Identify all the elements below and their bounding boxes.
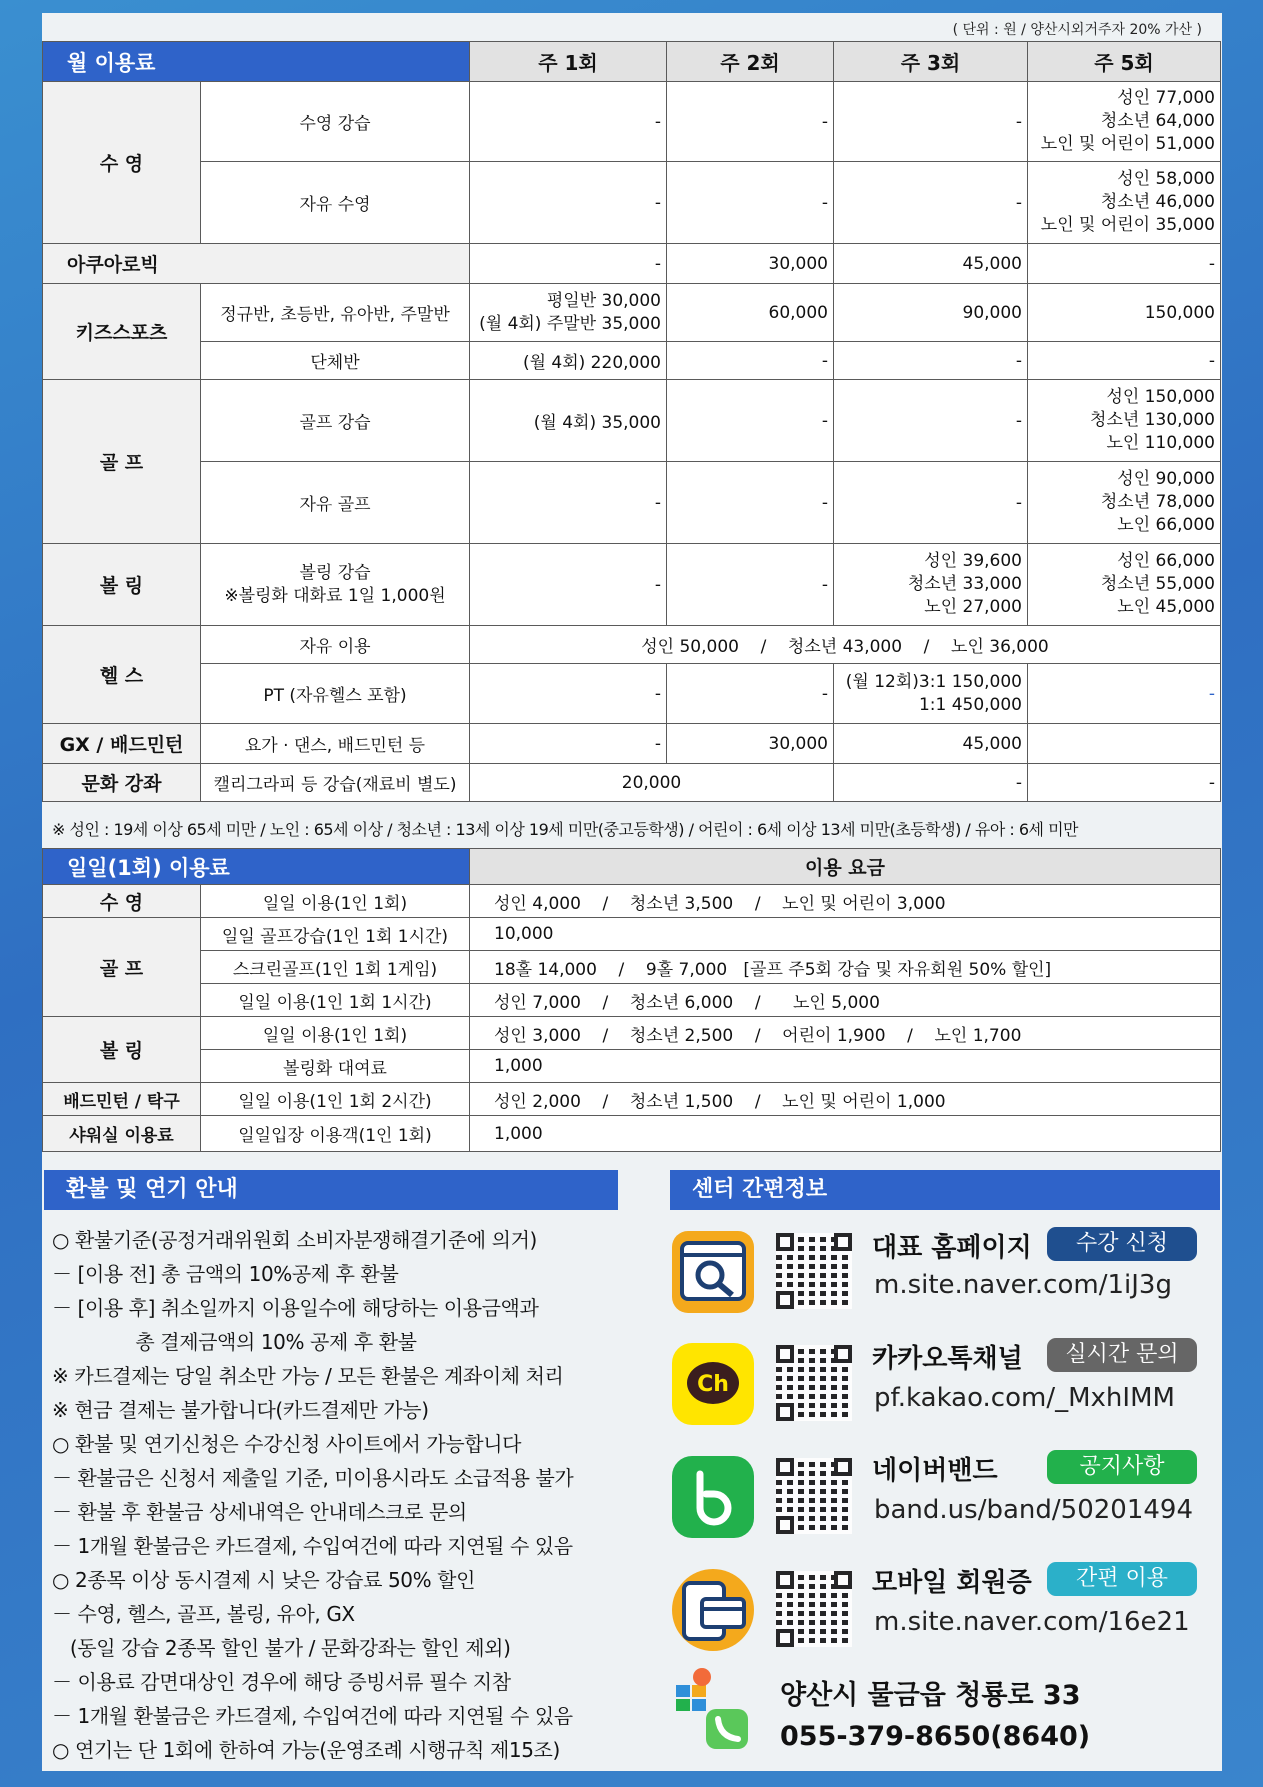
refund-line: ※ 현금 결제는 불가합니다(카드결제만 가능) (52, 1398, 429, 1422)
refund-line: － 환불 후 환불금 상세내역은 안내데스크로 문의 (52, 1500, 467, 1524)
cat-golf: 골 프 (43, 380, 201, 544)
qr-code-icon[interactable] (776, 1233, 852, 1309)
notice-badge[interactable]: 공지사항 (1047, 1450, 1197, 1484)
cell: 45,000 (834, 724, 1028, 764)
daily-price: 성인 7,000 / 청소년 6,000 / 노인 5,000 (470, 984, 1221, 1017)
daily-header: 일일(1회) 이용료 (43, 849, 470, 885)
col-week5: 주 5회 (1028, 42, 1221, 82)
daily-cat: 수 영 (43, 885, 201, 918)
cell-multi: (월 12회)3:1 150,000 1:1 450,000 (834, 664, 1028, 724)
homepage-title: 대표 홈페이지 (872, 1233, 1032, 1263)
cell-multi: 성인 77,000 청소년 64,000 노인 및 어린이 51,000 (1028, 82, 1221, 162)
refund-line: ○ 연기는 단 1회에 한하여 가능(운영조례 시행규칙 제15조) (52, 1738, 560, 1762)
mobile-card-icon (672, 1569, 754, 1651)
refund-line: ○ 2종목 이상 동시결제 시 낮은 강습료 50% 할인 (52, 1568, 476, 1592)
daily-price: 성인 2,000 / 청소년 1,500 / 노인 및 어린이 1,000 (470, 1083, 1221, 1116)
daily-label: 일일 이용(1인 1회) (201, 1017, 470, 1050)
col-week3: 주 3회 (834, 42, 1028, 82)
daily-cat: 배드민턴 / 탁구 (43, 1083, 201, 1116)
golf-free-label: 자유 골프 (201, 462, 470, 544)
qr-code-icon[interactable] (776, 1458, 852, 1534)
daily-label: 일일 이용(1인 1회 2시간) (201, 1083, 470, 1116)
daily-price: 성인 3,000 / 청소년 2,500 / 어린이 1,900 / 노인 1,700 (470, 1017, 1221, 1050)
location-phone-icon (672, 1663, 752, 1753)
mobile-card-url[interactable]: m.site.naver.com/16e21 (874, 1607, 1190, 1637)
cat-bowling: 볼 링 (43, 544, 201, 626)
daily-label: 일일 이용(1인 1회) (201, 885, 470, 918)
cell: 20,000 (470, 764, 834, 802)
cell: - (834, 162, 1028, 244)
refund-line: － 이용료 감면대상인 경우에 해당 증빙서류 필수 지참 (52, 1670, 511, 1694)
cat-swim: 수 영 (43, 82, 201, 244)
cell-multi: 성인 150,000 청소년 130,000 노인 110,000 (1028, 380, 1221, 462)
bowling-label: 볼링 강습 ※볼링화 대화료 1일 1,000원 (201, 544, 470, 626)
cell: - (667, 162, 834, 244)
refund-line: 총 결제금액의 10% 공제 후 환불 (52, 1330, 417, 1354)
cell: - (1028, 764, 1221, 802)
daily-price: 성인 4,000 / 청소년 3,500 / 노인 및 어린이 3,000 (470, 885, 1221, 918)
refund-line: － 1개월 환불금은 카드결제, 수입여건에 따라 지연될 수 있음 (52, 1534, 573, 1558)
daily-cat: 샤워실 이용료 (43, 1116, 201, 1152)
cat-aquarobic: 아쿠아로빅 (43, 244, 470, 284)
golf-lesson-label: 골프 강습 (201, 380, 470, 462)
daily-cat: 볼 링 (43, 1017, 201, 1083)
cat-culture: 문화 강좌 (43, 764, 201, 802)
kakao-url[interactable]: pf.kakao.com/_MxhIMM (874, 1383, 1175, 1413)
mobile-card-title: 모바일 회원증 (872, 1568, 1032, 1598)
cell: - (834, 380, 1028, 462)
daily-price-header: 이용 요금 (470, 849, 1221, 885)
price-sheet (42, 13, 1222, 1771)
refund-line: ○ 환불기준(공정거래위원회 소비자분쟁해결기준에 의거) (52, 1228, 537, 1252)
cell: - (1028, 244, 1221, 284)
cell: - (1028, 342, 1221, 380)
daily-label: 일일 골프강습(1인 1회 1시간) (201, 918, 470, 951)
cell: 30,000 (667, 724, 834, 764)
cell: - (834, 342, 1028, 380)
refund-line: ○ 환불 및 연기신청은 수강신청 사이트에서 가능합니다 (52, 1432, 522, 1456)
kids-group-label: 단체반 (201, 342, 470, 380)
refund-line: － 1개월 환불금은 카드결제, 수입여건에 따라 지연될 수 있음 (52, 1704, 573, 1728)
cell: 45,000 (834, 244, 1028, 284)
cell: - (667, 544, 834, 626)
cell: 90,000 (834, 284, 1028, 342)
cell-multi: 성인 66,000 청소년 55,000 노인 45,000 (1028, 544, 1221, 626)
cell: - (667, 82, 834, 162)
cell: - (470, 544, 667, 626)
cat-health: 헬 스 (43, 626, 201, 724)
col-week1: 주 1회 (470, 42, 667, 82)
refund-line: ※ 카드결제는 당일 취소만 가능 / 모든 환불은 계좌이체 처리 (52, 1364, 564, 1388)
cell: - (667, 664, 834, 724)
refund-line: (동일 강습 2종목 할인 불가 / 문화강좌는 할인 제외) (52, 1636, 511, 1660)
refund-line: － 수영, 헬스, 골프, 볼링, 유아, GX (52, 1602, 355, 1626)
cell (1028, 724, 1221, 764)
refund-line: － [이용 후] 취소일까지 이용일수에 해당하는 이용금액과 (52, 1296, 539, 1320)
age-note: ※ 성인 : 19세 이상 65세 미만 / 노인 : 65세 이상 / 청소년 : 13세 이상 19세 미만(중고등학생) / 어린이 : 6세 이상 13세 미만(초등학생) / 유아 : 6세 미만 (52, 820, 1079, 839)
naver-band-icon (672, 1456, 754, 1538)
phone-number[interactable]: 055-379-8650(8640) (780, 1721, 1091, 1752)
qr-code-icon[interactable] (776, 1345, 852, 1421)
cell: - (834, 82, 1028, 162)
svg-text:Ch: Ch (697, 1372, 729, 1397)
cell: - (470, 462, 667, 544)
daily-cat: 골 프 (43, 918, 201, 1017)
kakao-title: 카카오톡채널 (872, 1344, 1023, 1374)
cell: - (470, 664, 667, 724)
cat-gx: GX / 배드민턴 (43, 724, 201, 764)
cell: - (470, 724, 667, 764)
homepage-icon (672, 1231, 754, 1313)
health-free-label: 자유 이용 (201, 626, 470, 664)
daily-label: 스크린골프(1인 1회 1게임) (201, 951, 470, 984)
apply-badge[interactable]: 수강 신청 (1047, 1227, 1197, 1261)
live-inquiry-badge[interactable]: 실시간 문의 (1047, 1338, 1197, 1372)
kakao-channel-icon (672, 1343, 754, 1425)
band-url[interactable]: band.us/band/50201494 (874, 1495, 1193, 1525)
health-pt-label: PT (자유헬스 포함) (201, 664, 470, 724)
cell-multi: 성인 90,000 청소년 78,000 노인 66,000 (1028, 462, 1221, 544)
cell: - (470, 244, 667, 284)
cell-multi: 평일반 30,000 (월 4회) 주말반 35,000 (470, 284, 667, 342)
cell: - (834, 462, 1028, 544)
daily-label: 일일입장 이용객(1인 1회) (201, 1116, 470, 1152)
cell: - (667, 380, 834, 462)
cell: - (470, 82, 667, 162)
cell-multi: 성인 39,600 청소년 33,000 노인 27,000 (834, 544, 1028, 626)
homepage-url[interactable]: m.site.naver.com/1iJ3g (874, 1270, 1172, 1300)
health-free-price: 성인 50,000 / 청소년 43,000 / 노인 36,000 (470, 626, 1221, 664)
gx-label: 요가 · 댄스, 배드민턴 등 (201, 724, 470, 764)
cell: - (667, 462, 834, 544)
cell: (월 4회) 220,000 (470, 342, 667, 380)
culture-label: 캘리그라피 등 강습(재료비 별도) (201, 764, 470, 802)
unit-note: ( 단위 : 원 / 양산시외거주자 20% 가산 ) (952, 22, 1202, 38)
refund-line: － [이용 전] 총 금액의 10%공제 후 환불 (52, 1262, 399, 1286)
qr-code-icon[interactable] (776, 1571, 852, 1647)
daily-price: 10,000 (470, 918, 1221, 951)
daily-fee-table (42, 848, 1221, 1152)
daily-label: 일일 이용(1인 1회 1시간) (201, 984, 470, 1017)
cell: 150,000 (1028, 284, 1221, 342)
cell: - (667, 342, 834, 380)
cell: - (1028, 664, 1221, 724)
cell: - (470, 162, 667, 244)
kids-regular-label: 정규반, 초등반, 유아반, 주말반 (201, 284, 470, 342)
cell: 60,000 (667, 284, 834, 342)
daily-price: 1,000 (470, 1050, 1221, 1083)
easy-use-badge[interactable]: 간편 이용 (1047, 1562, 1197, 1596)
refund-list (52, 1223, 672, 1767)
monthly-fee-table (42, 41, 1221, 802)
band-title: 네이버밴드 (872, 1456, 998, 1486)
daily-price: 18홀 14,000 / 9홀 7,000 [골프 주5회 강습 및 자유회원 50% 할인] (470, 951, 1221, 984)
monthly-header: 월 이용료 (43, 42, 470, 82)
refund-title: 환불 및 연기 안내 (44, 1170, 618, 1210)
center-title: 센터 간편정보 (670, 1170, 1220, 1210)
col-week2: 주 2회 (667, 42, 834, 82)
cell: (월 4회) 35,000 (470, 380, 667, 462)
swim-lesson-label: 수영 강습 (201, 82, 470, 162)
cat-kids: 키즈스포츠 (43, 284, 201, 380)
cell: - (834, 764, 1028, 802)
cell-multi: 성인 58,000 청소년 46,000 노인 및 어린이 35,000 (1028, 162, 1221, 244)
daily-price: 1,000 (470, 1116, 1221, 1152)
refund-line: － 환불금은 신청서 제출일 기준, 미이용시라도 소급적용 불가 (52, 1466, 574, 1490)
cell: 30,000 (667, 244, 834, 284)
address: 양산시 물금읍 청룡로 33 (780, 1680, 1081, 1711)
daily-label: 볼링화 대여료 (201, 1050, 470, 1083)
swim-free-label: 자유 수영 (201, 162, 470, 244)
